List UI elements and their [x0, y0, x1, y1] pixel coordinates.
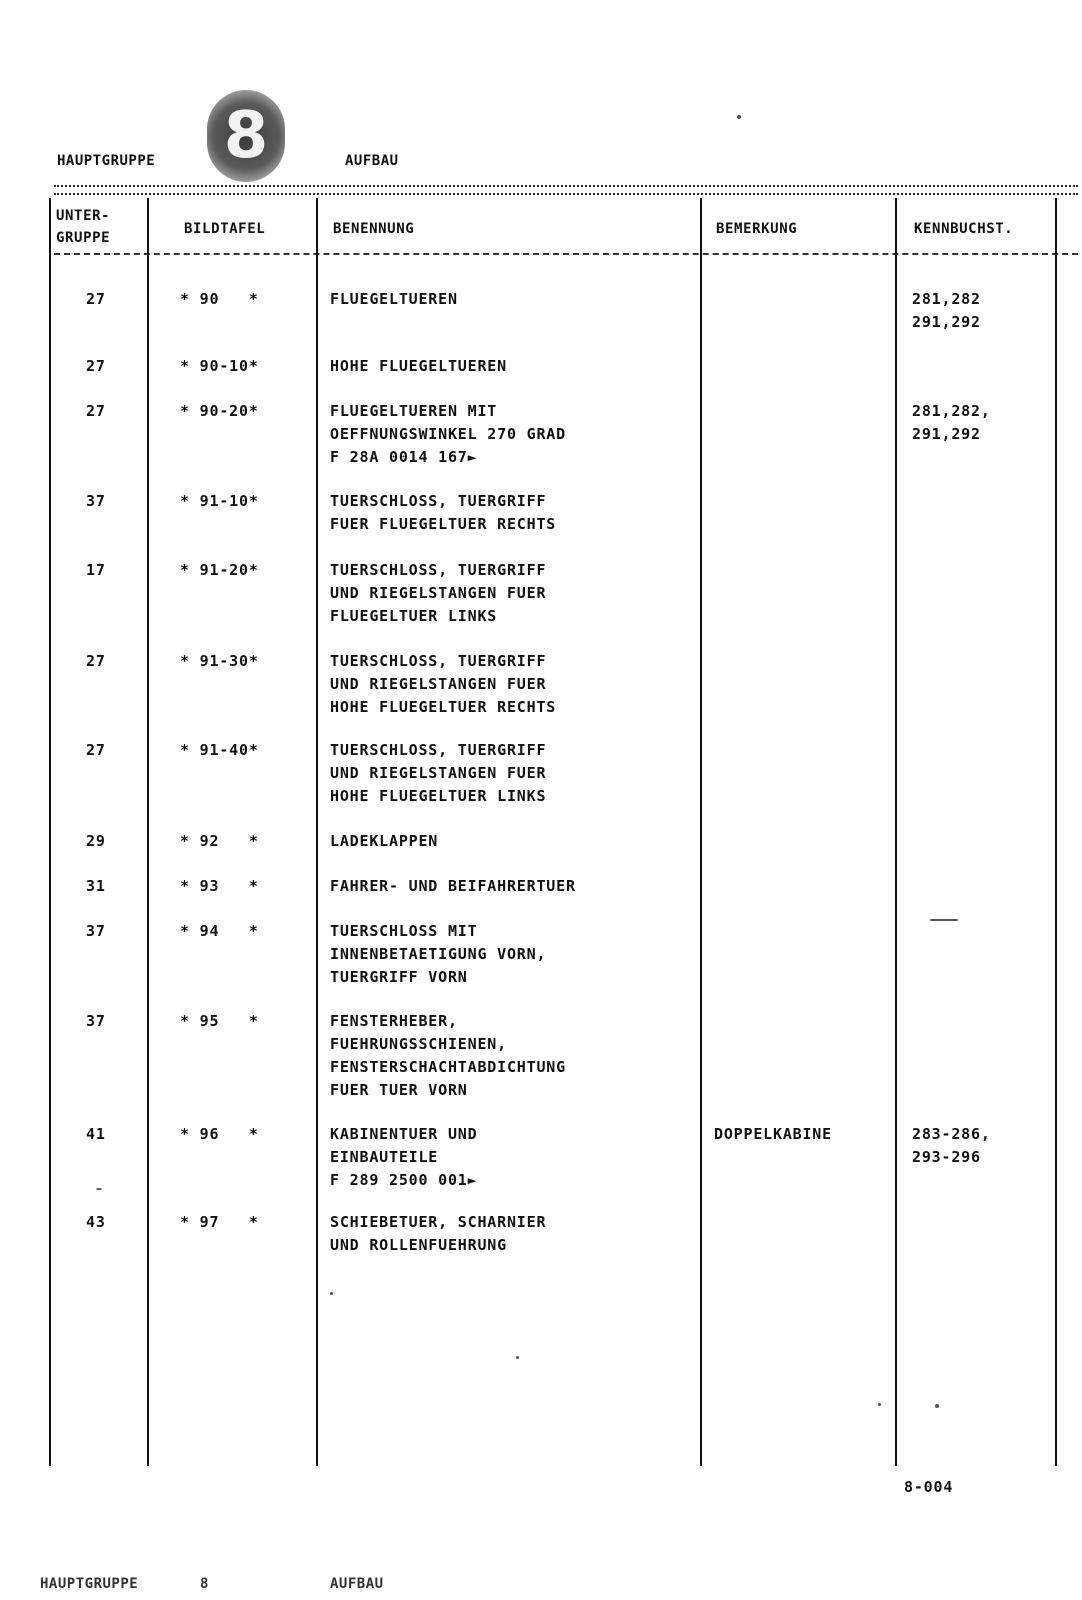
untergruppe-cell: 17 [86, 561, 106, 579]
kennbuchst-cell: 281,282, 291,292 [912, 402, 991, 443]
page-title: AUFBAU [345, 153, 399, 169]
footer-hauptgruppe-number: 8 [200, 1576, 209, 1592]
untergruppe-cell: 27 [86, 652, 106, 670]
untergruppe-cell: 27 [86, 741, 106, 759]
benennung-cell: LADEKLAPPEN [330, 832, 439, 850]
bildtafel-cell: * 90-10* [180, 357, 259, 375]
bildtafel-cell: * 91-40* [180, 741, 259, 759]
untergruppe-cell: 37 [86, 922, 106, 940]
benennung-cell: TUERSCHLOSS, TUERGRIFF FUER FLUEGELTUER RECHTS [330, 492, 557, 533]
column-divider-left [49, 198, 51, 1466]
untergruppe-cell: 41 [86, 1125, 106, 1143]
benennung-cell: SCHIEBETUER, SCHARNIER UND ROLLENFUEHRUNG [330, 1213, 547, 1254]
scan-speck [935, 1404, 939, 1408]
benennung-cell: TUERSCHLOSS, TUERGRIFF UND RIEGELSTANGEN FUER FLUEGELTUER LINKS [330, 561, 547, 625]
benennung-cell: TUERSCHLOSS MIT INNENBETAETIGUNG VORN, TUERGRIFF VORN [330, 922, 547, 986]
bildtafel-cell: * 91-20* [180, 561, 259, 579]
benennung-cell: FLUEGELTUEREN MIT OEFFNUNGSWINKEL 270 GRAD F 28A 0014 167► [330, 402, 566, 466]
column-header-bildtafel: BILDTAFEL [184, 221, 266, 237]
bildtafel-cell: * 94 * [180, 922, 259, 940]
benennung-cell: KABINENTUER UND EINBAUTEILE F 289 2500 001► [330, 1125, 478, 1189]
benennung-cell: FLUEGELTUEREN [330, 290, 458, 308]
bildtafel-cell: * 92 * [180, 832, 259, 850]
column-header-benennung: BENENNUNG [333, 221, 415, 237]
column-divider-3 [700, 198, 702, 1466]
bildtafel-cell: * 97 * [180, 1213, 259, 1231]
column-divider-1 [147, 198, 149, 1466]
scan-speck [96, 1188, 102, 1190]
benennung-cell: FENSTERHEBER, FUEHRUNGSSCHIENEN, FENSTERSCHACHTABDICHTUNG FUER TUER VORN [330, 1012, 566, 1099]
bildtafel-cell: * 96 * [180, 1125, 259, 1143]
bildtafel-cell: * 91-30* [180, 652, 259, 670]
column-divider-2 [316, 198, 318, 1466]
scan-speck [737, 115, 741, 119]
benennung-cell: HOHE FLUEGELTUEREN [330, 357, 507, 375]
scan-speck [930, 919, 958, 921]
scan-speck [878, 1403, 881, 1406]
untergruppe-cell: 27 [86, 357, 106, 375]
page-number: 8-004 [904, 1478, 954, 1496]
bildtafel-cell: * 90 * [180, 290, 259, 308]
untergruppe-cell: 27 [86, 290, 106, 308]
scan-speck [330, 1292, 333, 1295]
untergruppe-cell: 27 [86, 402, 106, 420]
bildtafel-cell: * 95 * [180, 1012, 259, 1030]
hauptgruppe-label: HAUPTGRUPPE [57, 153, 156, 169]
untergruppe-cell: 37 [86, 492, 106, 510]
bildtafel-cell: * 90-20* [180, 402, 259, 420]
header-double-rule [54, 185, 1078, 195]
bemerkung-cell: DOPPELKABINE [714, 1125, 832, 1143]
column-divider-4 [895, 198, 897, 1466]
untergruppe-cell: 43 [86, 1213, 106, 1231]
bildtafel-cell: * 93 * [180, 877, 259, 895]
hauptgruppe-number-badge: 8 [207, 90, 285, 182]
benennung-cell: FAHRER- UND BEIFAHRERTUER [330, 877, 576, 895]
benennung-cell: TUERSCHLOSS, TUERGRIFF UND RIEGELSTANGEN FUER HOHE FLUEGELTUER RECHTS [330, 652, 557, 716]
untergruppe-cell: 29 [86, 832, 106, 850]
untergruppe-cell: 31 [86, 877, 106, 895]
column-header-untergruppe: UNTER- GRUPPE [56, 208, 111, 246]
column-header-bemerkung: BEMERKUNG [716, 221, 798, 237]
footer-title: AUFBAU [330, 1576, 384, 1592]
column-divider-right [1055, 198, 1057, 1466]
benennung-cell: TUERSCHLOSS, TUERGRIFF UND RIEGELSTANGEN FUER HOHE FLUEGELTUER LINKS [330, 741, 547, 805]
column-header-kennbuchst: KENNBUCHST. [914, 221, 1014, 237]
untergruppe-cell: 37 [86, 1012, 106, 1030]
footer-hauptgruppe-label: HAUPTGRUPPE [40, 1576, 139, 1592]
bildtafel-cell: * 91-10* [180, 492, 259, 510]
kennbuchst-cell: 281,282 291,292 [912, 290, 981, 331]
header-dashed-rule [54, 253, 1078, 255]
kennbuchst-cell: 283-286, 293-296 [912, 1125, 991, 1166]
scan-speck [516, 1356, 519, 1359]
